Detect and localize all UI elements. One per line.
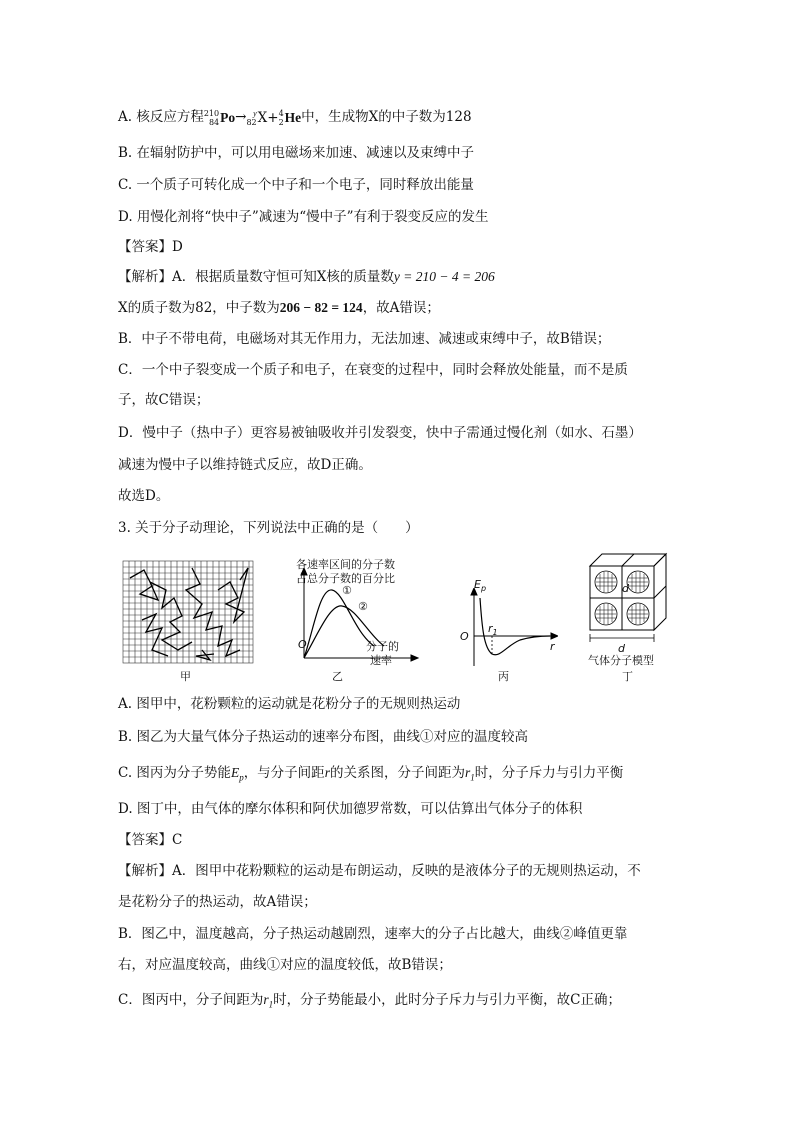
- q3-explanation-1: 【解析】A．图甲中花粉颗粒的运动是布朗运动，反映的是液体分子的无规则热运动，不: [118, 863, 641, 879]
- he-nuclide: [279, 108, 302, 128]
- q2-explanation-6: D．慢中子（热中子）更容易被铀吸收并引发裂变，快中子需通过慢化剂（如水、石墨）: [118, 425, 642, 441]
- q3-exp5-text: C．图丙中，分子间距为: [118, 992, 264, 1008]
- bing-ep-letter: E: [474, 578, 481, 591]
- axes: [471, 588, 558, 666]
- q2-exp1-equation: y = 210 − 4 = 206: [393, 269, 495, 284]
- q3-explanation-4: 右，对应温度较高，曲线①对应的温度较低，故B错误；: [118, 957, 452, 973]
- q3-optc-text: C. 图丙为分子势能: [118, 765, 231, 781]
- fig-yi-ylabel-2: 占总分子数的百分比: [296, 572, 395, 585]
- q2-explanation-2: [118, 298, 440, 318]
- fig-ding-caption: 气体分子模型: [588, 654, 654, 667]
- q3-option-d: D. 图丁中，由气体的摩尔体积和阿伏加德罗常数，可以估算出气体分子的体积: [118, 801, 583, 817]
- q2-explanation-7: 减速为慢中子以维持链式反应，故D正确。: [118, 457, 372, 473]
- q2-answer: 【答案】D: [118, 239, 183, 255]
- reaction-arrow: →: [235, 109, 247, 125]
- q2-explanation-4: C．一个中子裂变成一个质子和电子，在衰变的过程中，同时会释放处能量，而不是质: [118, 362, 628, 378]
- x-z: 82: [246, 118, 257, 127]
- q2-explanation-8: 故选D。: [118, 488, 170, 504]
- q2-option-a-tail: 中，生成物X的中子数为128: [301, 109, 472, 125]
- fig-yi-curve1-label: ①: [342, 584, 352, 597]
- q3-optc-r1-sub: 1: [470, 772, 475, 783]
- q2-exp2-text: X的质子数为82，中子数为: [118, 300, 280, 316]
- x-mass: y: [253, 109, 257, 118]
- bing-ep-sub: p: [480, 584, 487, 594]
- fig-bing-r1: [488, 622, 498, 637]
- q3-exp5-r-sub: 1: [268, 999, 274, 1010]
- fig-bing-ylabel: [474, 578, 486, 593]
- q3-explanation-2: 是花粉分子的热运动，故A错误；: [118, 894, 317, 910]
- fig-yi-ylabel-1: 各速率区间的分子数: [296, 558, 395, 571]
- q3-exp5-r1: [263, 992, 274, 1010]
- bing-r1-letter: r: [488, 622, 493, 635]
- q3-optc-ep-sub: p: [239, 772, 244, 783]
- x-nuclide: [246, 108, 278, 128]
- q2-explanation-5: 子，故C错误；: [118, 392, 210, 408]
- q3-optc-r: r: [324, 765, 330, 780]
- q3-option-a: A. 图甲中，花粉颗粒的运动就是花粉分子的无规则热运动: [118, 696, 461, 712]
- fig-yi-label: 乙: [332, 670, 343, 683]
- q3-exp5-r-letter: r: [263, 992, 269, 1007]
- fig-jia-brownian-motion: [122, 560, 254, 664]
- fig-yi-origin: O: [298, 638, 307, 651]
- q2-explanation-1: [118, 267, 495, 287]
- bing-r1-sub: 1: [492, 628, 498, 638]
- q2-explanation-3: B．中子不带电荷，电磁场对其无作用力，无法加速、减速或束缚中子，故B错误；: [118, 331, 611, 347]
- fig-bing-origin: O: [460, 630, 469, 643]
- grid: [123, 561, 253, 663]
- q3-answer: 【答案】C: [118, 832, 183, 848]
- q2-option-c: C. 一个质子可转化成一个中子和一个电子，同时释放出能量: [118, 177, 474, 193]
- q3-option-c: [118, 763, 623, 788]
- he-z: 2: [278, 118, 284, 127]
- q3-optc-ep: [230, 765, 244, 783]
- he-symbol: He: [284, 109, 302, 125]
- po-nuclide: [204, 108, 235, 128]
- q2-option-a-text: A. 核反应方程: [118, 109, 204, 125]
- q3-optc-tail: 时，分子斥力与引力平衡: [474, 765, 624, 781]
- fig-jia-label: 甲: [180, 670, 191, 683]
- fig-yi-curve2-label: ②: [358, 600, 368, 613]
- q3-stem: 3. 关于分子动理论，下列说法中正确的是（ ）: [118, 520, 419, 536]
- q3-optc-mid: ，与分子间距: [243, 765, 325, 781]
- q2-option-d: D. 用慢化剂将“快中子”减速为“慢中子”有利于裂变反应的发生: [118, 209, 489, 225]
- q3-optc-r1-letter: r: [464, 765, 471, 780]
- po-mass: 210: [203, 109, 220, 118]
- po-z: 84: [208, 118, 220, 127]
- fig-yi-xlabel-1: 分子的: [366, 640, 399, 653]
- fig-ding-d-bottom: d: [618, 642, 625, 655]
- q3-optc-r1: [464, 765, 475, 783]
- q3-optc-mid2: 的关系图，分子间距为: [329, 765, 465, 781]
- x-symbol: X+: [257, 109, 279, 126]
- fig-ding-d-top: d: [622, 582, 629, 595]
- q3-exp5-tail: 时，分子势能最小，此时分子斥力与引力平衡，故C正确；: [273, 992, 621, 1008]
- fig-bing-potential-energy: [462, 588, 558, 668]
- fig-bing-xlabel: r: [550, 640, 555, 653]
- fig-ding-gas-model: [586, 550, 670, 650]
- po-symbol: Po: [220, 109, 236, 125]
- q3-figures: [118, 548, 678, 688]
- q3-optc-ep-letter: E: [230, 765, 240, 780]
- q2-exp2-tail: ，故A错误；: [362, 300, 440, 316]
- q3-explanation-3: B．图乙中，温度越高，分子热运动越剧烈，速率大的分子占比越大，曲线②峰值更靠: [118, 926, 628, 942]
- fig-yi-xlabel-2: 速率: [370, 654, 392, 667]
- q2-exp1-text: 【解析】A．根据质量数守恒可知X核的质量数: [118, 269, 394, 285]
- fig-bing-label: 丙: [498, 670, 509, 683]
- q3-explanation-5: [118, 990, 621, 1015]
- fig-ding-label: 丁: [622, 670, 633, 683]
- he-mass: 4: [278, 109, 284, 118]
- q2-option-b: B. 在辐射防护中，可以用电磁场来加速、减速以及束缚中子: [118, 145, 475, 161]
- q3-option-b: B. 图乙为大量气体分子热运动的速率分布图，曲线①对应的温度较高: [118, 729, 529, 745]
- q2-exp2-equation: 206 − 82 = 124: [279, 300, 363, 315]
- q2-option-a: [118, 107, 472, 128]
